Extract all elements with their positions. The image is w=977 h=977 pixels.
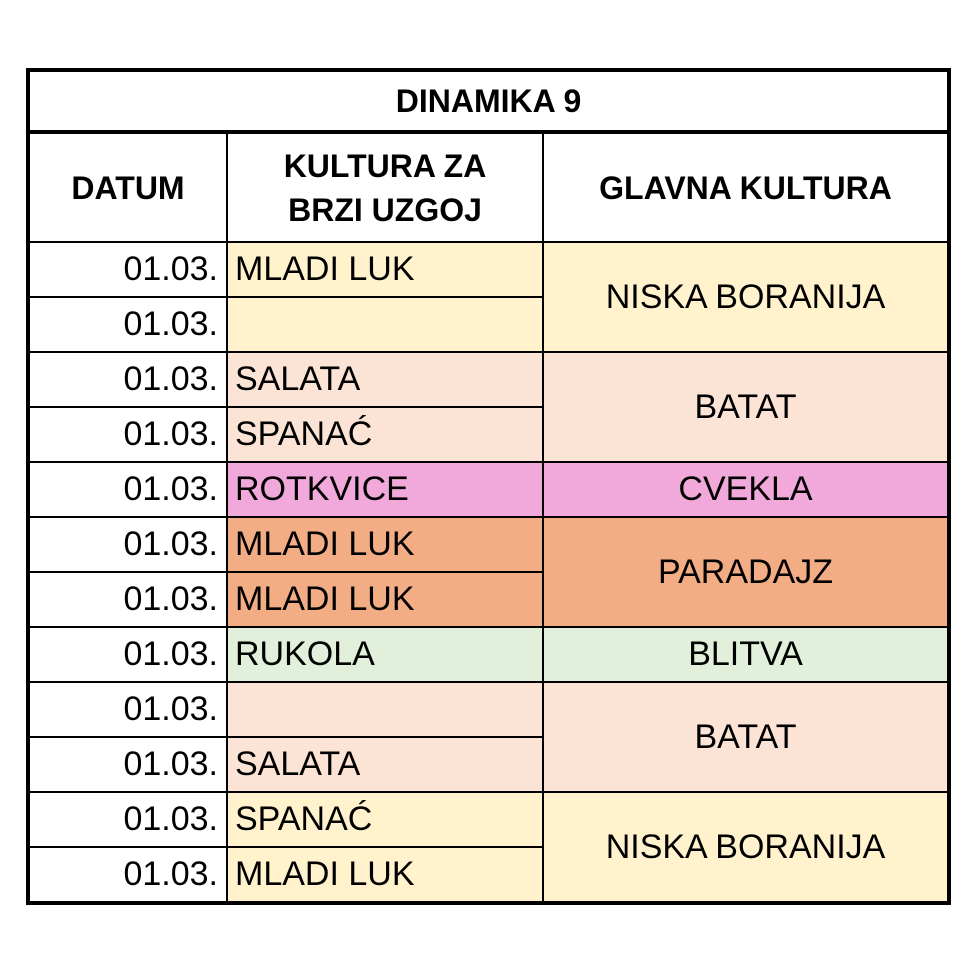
- table-row: [28, 792, 949, 847]
- date-cell: 01.03.: [28, 847, 227, 903]
- table-title: DINAMIKA 9: [28, 70, 949, 132]
- header-kultura-line1: KULTURA ZA: [283, 147, 487, 184]
- date-cell: 01.03.: [28, 737, 227, 792]
- main-crop-cell: NISKA BORANIJA: [543, 792, 949, 903]
- table-row: [28, 682, 949, 737]
- quick-crop-cell: [227, 297, 543, 352]
- quick-crop-cell: SPANAĆ: [227, 792, 543, 847]
- main-crop-cell: BLITVA: [543, 627, 949, 682]
- quick-crop-cell: MLADI LUK: [227, 847, 543, 903]
- date-cell: 01.03.: [28, 242, 227, 297]
- table-row: [28, 242, 949, 297]
- date-cell: 01.03.: [28, 682, 227, 737]
- quick-crop-cell: MLADI LUK: [227, 242, 543, 297]
- header-kultura-line2: BRZI UZGOJ: [288, 191, 482, 228]
- date-cell: 01.03.: [28, 407, 227, 462]
- main-crop-cell: PARADAJZ: [543, 517, 949, 627]
- header-kultura-za-brzi-uzgoj: [227, 132, 543, 242]
- quick-crop-cell: MLADI LUK: [227, 517, 543, 572]
- main-crop-cell: BATAT: [543, 352, 949, 462]
- date-cell: 01.03.: [28, 627, 227, 682]
- table-row: [28, 462, 949, 517]
- header-glavna-kultura: GLAVNA KULTURA: [543, 132, 949, 242]
- date-cell: 01.03.: [28, 462, 227, 517]
- quick-crop-cell: ROTKVICE: [227, 462, 543, 517]
- date-cell: 01.03.: [28, 792, 227, 847]
- date-cell: 01.03.: [28, 297, 227, 352]
- header-datum: DATUM: [28, 132, 227, 242]
- quick-crop-cell: MLADI LUK: [227, 572, 543, 627]
- schedule-table: [26, 68, 951, 905]
- date-cell: 01.03.: [28, 572, 227, 627]
- quick-crop-cell: RUKOLA: [227, 627, 543, 682]
- planting-schedule: [26, 68, 947, 905]
- date-cell: 01.03.: [28, 517, 227, 572]
- quick-crop-cell: SPANAĆ: [227, 407, 543, 462]
- quick-crop-cell: [227, 682, 543, 737]
- quick-crop-cell: SALATA: [227, 352, 543, 407]
- quick-crop-cell: SALATA: [227, 737, 543, 792]
- table-row: [28, 352, 949, 407]
- main-crop-cell: CVEKLA: [543, 462, 949, 517]
- date-cell: 01.03.: [28, 352, 227, 407]
- main-crop-cell: BATAT: [543, 682, 949, 792]
- table-row: [28, 517, 949, 572]
- table-row: [28, 627, 949, 682]
- main-crop-cell: NISKA BORANIJA: [543, 242, 949, 352]
